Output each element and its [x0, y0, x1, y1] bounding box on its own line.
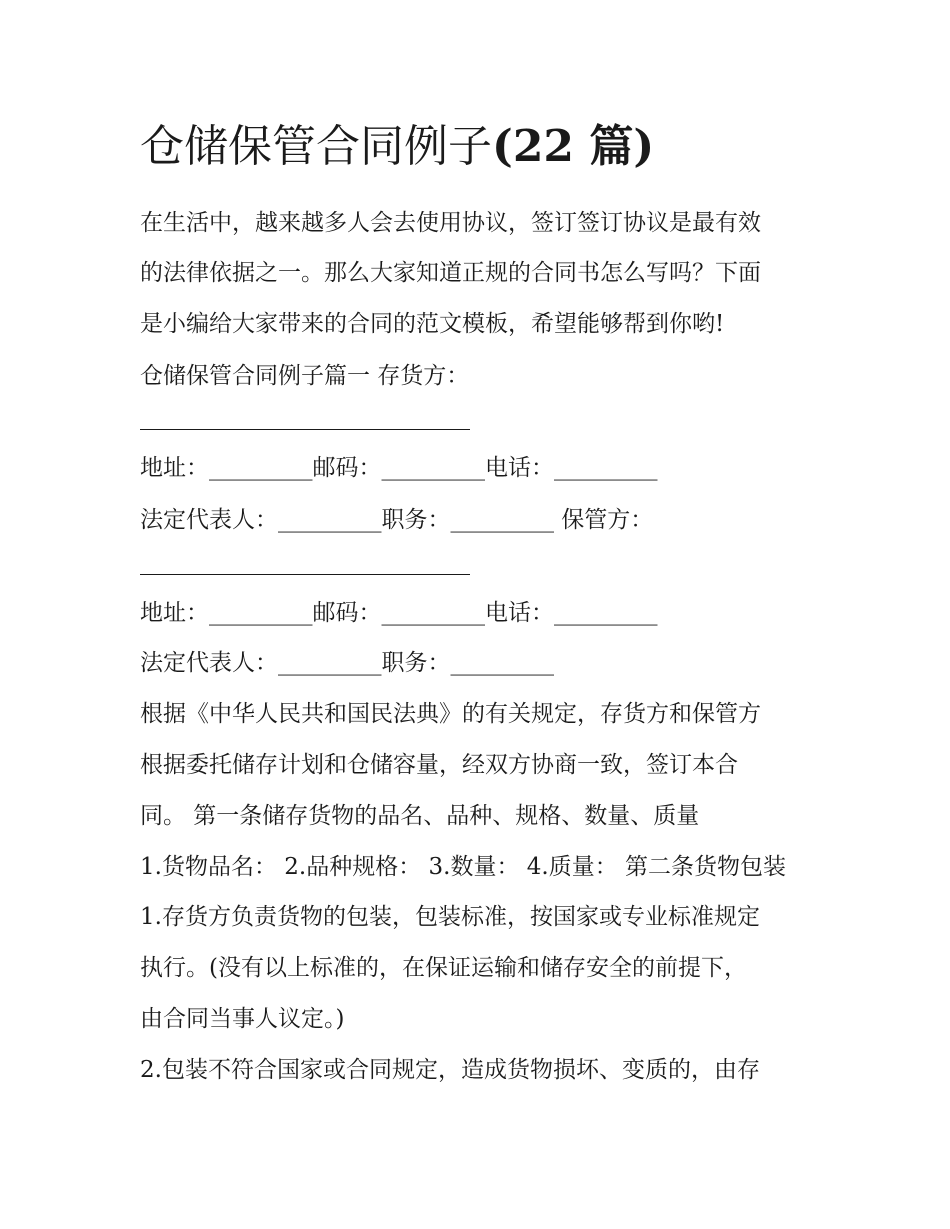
title-main: 仓储保管合同例子	[140, 121, 492, 172]
depositor-address-line: 地址：_________邮码：_________电话：_________	[140, 455, 658, 481]
custodian-name-blank	[140, 574, 470, 575]
intro-line-1: 在生活中，越来越多人会去使用协议，签订签订协议是最有效	[140, 210, 761, 236]
depositor-representative-line: 法定代表人：_________职务：_________ 保管方：	[140, 507, 654, 533]
section-heading-line: 仓储保管合同例子篇一 存货方：	[140, 363, 470, 389]
document-title	[140, 116, 654, 178]
custodian-address-line: 地址：_________邮码：_________电话：_________	[140, 600, 658, 626]
body-line-5: 1.存货方负责货物的包装，包装标准，按国家或专业标准规定	[140, 904, 760, 930]
body-line-4: 1.货物品名： 2.品种规格： 3.数量： 4.质量： 第二条货物包装	[140, 854, 787, 880]
body-line-6: 执行。(没有以上标准的，在保证运输和储存安全的前提下，	[140, 955, 747, 981]
body-line-1: 根据《中华人民共和国民法典》的有关规定，存货方和保管方	[140, 701, 761, 727]
intro-line-2: 的法律依据之一。那么大家知道正规的合同书怎么写吗？下面	[140, 260, 761, 286]
body-line-2: 根据委托储存计划和仓储容量，经双方协商一致，签订本合	[140, 752, 738, 778]
body-line-8: 2.包装不符合国家或合同规定，造成货物损坏、变质的，由存	[140, 1057, 760, 1083]
body-line-3: 同。 第一条储存货物的品名、品种、规格、数量、质量	[140, 803, 700, 829]
title-count: (22 篇)	[492, 121, 655, 172]
body-line-7: 由合同当事人议定。)	[140, 1006, 345, 1032]
custodian-representative-line: 法定代表人：_________职务：_________	[140, 650, 554, 676]
intro-line-3: 是小编给大家带来的合同的范文模板，希望能够帮到你哟!	[140, 311, 725, 337]
depositor-name-blank	[140, 429, 470, 430]
